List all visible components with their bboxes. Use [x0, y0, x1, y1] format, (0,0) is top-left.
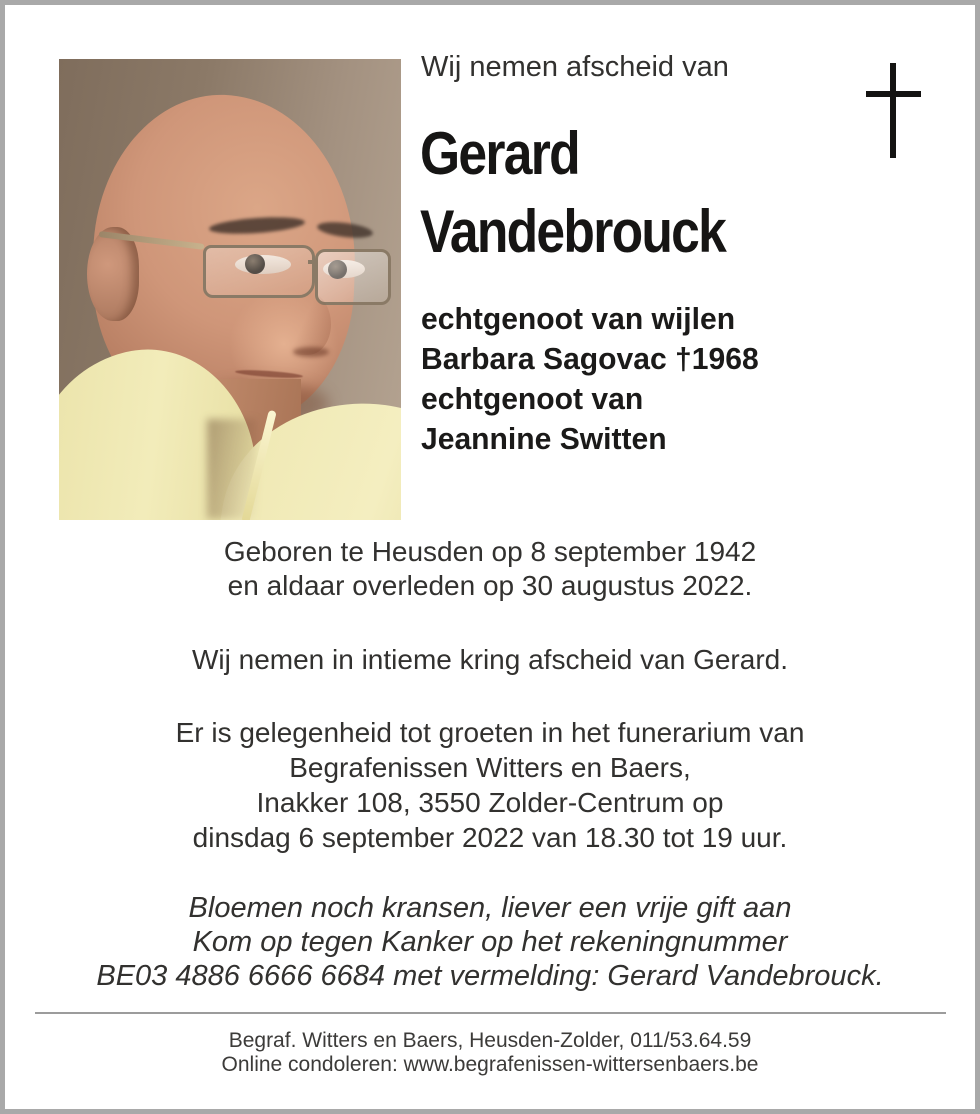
visitation-line: dinsdag 6 september 2022 van 18.30 tot 19 uur.	[192, 822, 788, 853]
farewell-line: Wij nemen in intieme kring afscheid van Gerard.	[191, 644, 789, 675]
footer-block	[5, 1029, 975, 1077]
relation-line: Jeannine Switten	[421, 421, 667, 456]
visitation-block	[5, 715, 975, 855]
visitation-line: Inakker 108, 3550 Zolder-Centrum op	[256, 787, 724, 818]
relations-block	[421, 299, 759, 459]
visitation-line: Er is gelegenheid tot groeten in het funerarium van	[175, 717, 805, 748]
cross-vertical-bar	[890, 63, 896, 158]
footer-divider	[35, 1012, 946, 1014]
funeral-home-contact: Begraf. Witters en Baers, Heusden-Zolder, 011/53.64.59	[228, 1029, 752, 1052]
photo-nostril-shadow	[293, 347, 329, 357]
donation-line: Bloemen noch kransen, liever een vrije gift aan	[188, 892, 792, 924]
relation-line: echtgenoot van wijlen	[421, 301, 736, 336]
photo-glasses-bridge	[308, 260, 316, 264]
relation-line: Barbara Sagovac †1968	[421, 341, 759, 376]
death-line: en aldaar overleden op 30 augustus 2022.	[227, 570, 753, 601]
birth-line: Geboren te Heusden op 8 september 1942	[223, 536, 757, 567]
donation-line: Kom op tegen Kanker op het rekeningnummer	[192, 926, 788, 958]
deceased-first-name: Gerard	[420, 120, 579, 187]
farewell-block	[5, 643, 975, 677]
relation-line: echtgenoot van	[421, 381, 644, 416]
visitation-line: Begrafenissen Witters en Baers,	[289, 752, 691, 783]
online-condolence-line: Online condoleren: www.begrafenissen-wittersenbaers.be	[221, 1053, 759, 1076]
photo-glasses-right-lens	[315, 249, 391, 305]
portrait-photo	[59, 59, 401, 520]
birth-death-block	[5, 535, 975, 603]
photo-nose-shape	[283, 291, 331, 355]
intro-line: Wij nemen afscheid van	[421, 51, 729, 83]
donation-block	[5, 891, 975, 993]
deceased-name	[420, 115, 725, 271]
donation-line: BE03 4886 6666 6684 met vermelding: Gerard Vandebrouck.	[96, 960, 884, 992]
cross-horizontal-bar	[866, 91, 921, 97]
deceased-last-name: Vandebrouck	[420, 198, 726, 265]
